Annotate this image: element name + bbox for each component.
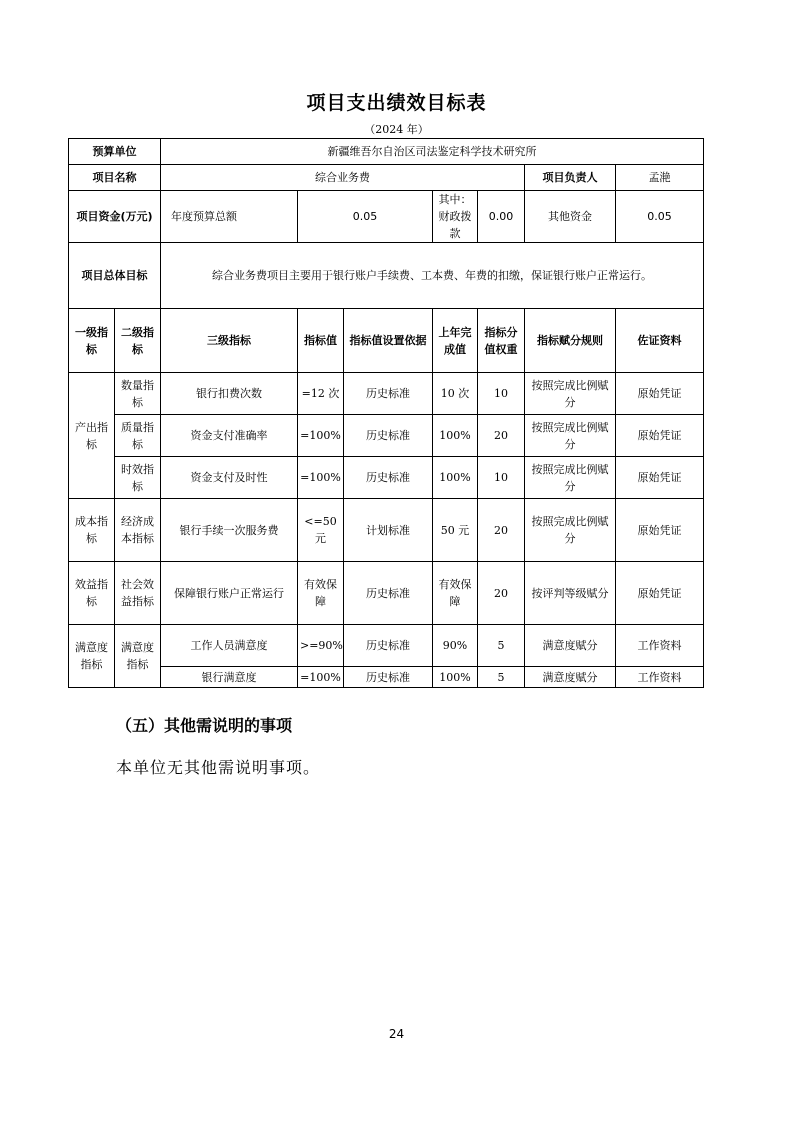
row-l3: 资金支付及时性: [161, 457, 298, 499]
row-rule: 按照完成比例赋分: [525, 373, 616, 415]
header-rule: 指标赋分规则: [525, 309, 616, 373]
group-cost: 成本指标: [69, 499, 115, 562]
table-row: [69, 667, 704, 688]
project-funds-row: [69, 191, 704, 243]
table-row: [69, 499, 704, 562]
table-row: [69, 457, 704, 499]
row-prev: 100%: [433, 415, 478, 457]
row-basis: 历史标准: [344, 625, 433, 667]
row-value: <=50元: [298, 499, 344, 562]
budget-unit-row: [69, 139, 704, 165]
table-row: [69, 373, 704, 415]
row-weight: 10: [478, 457, 525, 499]
row-l2: 社会效益指标: [115, 562, 161, 625]
header-l3: 三级指标: [161, 309, 298, 373]
group-benefit: 效益指标: [69, 562, 115, 625]
row-l2: 时效指标: [115, 457, 161, 499]
row-basis: 历史标准: [344, 415, 433, 457]
page-title: 项目支出绩效目标表: [306, 92, 487, 114]
header-evidence: 佐证资料: [616, 309, 704, 373]
row-rule: 满意度赋分: [525, 667, 616, 688]
annual-budget-value: 0.05: [298, 191, 433, 243]
other-funds-value: 0.05: [616, 191, 704, 243]
project-name-value: 综合业务费: [161, 165, 525, 191]
row-l3: 银行手续一次服务费: [161, 499, 298, 562]
project-name-row: [69, 165, 704, 191]
row-weight: 20: [478, 499, 525, 562]
row-prev: 100%: [433, 667, 478, 688]
project-name-label: 项目名称: [69, 165, 161, 191]
row-value: 有效保障: [298, 562, 344, 625]
row-rule: 按评判等级赋分: [525, 562, 616, 625]
header-l2: 二级指标: [115, 309, 161, 373]
row-weight: 10: [478, 373, 525, 415]
row-value: =100%: [298, 667, 344, 688]
row-evidence: 工作资料: [616, 667, 704, 688]
header-value: 指标值: [298, 309, 344, 373]
row-rule: 按照完成比例赋分: [525, 415, 616, 457]
header-basis: 指标值设置依据: [344, 309, 433, 373]
fiscal-alloc-value: 0.00: [478, 191, 525, 243]
row-rule: 按照完成比例赋分: [525, 457, 616, 499]
row-basis: 历史标准: [344, 562, 433, 625]
row-prev: 100%: [433, 457, 478, 499]
group-satisfaction: 满意度指标: [69, 625, 115, 688]
row-prev: 90%: [433, 625, 478, 667]
header-prev: 上年完成值: [433, 309, 478, 373]
annual-budget-label: 年度预算总额: [161, 191, 298, 243]
other-funds-label: 其他资金: [525, 191, 616, 243]
row-weight: 20: [478, 415, 525, 457]
header-weight: 指标分值权重: [478, 309, 525, 373]
row-prev: 10 次: [433, 373, 478, 415]
row-l2: 满意度指标: [115, 625, 161, 688]
row-rule: 满意度赋分: [525, 625, 616, 667]
row-evidence: 原始凭证: [616, 499, 704, 562]
row-value: =100%: [298, 415, 344, 457]
row-basis: 计划标准: [344, 499, 433, 562]
row-value: =100%: [298, 457, 344, 499]
row-basis: 历史标准: [344, 373, 433, 415]
row-l2: 数量指标: [115, 373, 161, 415]
page-number: 24: [388, 1027, 405, 1041]
project-funds-label: 项目资金(万元): [69, 191, 161, 243]
row-rule: 按照完成比例赋分: [525, 499, 616, 562]
row-l3: 工作人员满意度: [161, 625, 298, 667]
budget-unit-label: 预算单位: [69, 139, 161, 165]
header-l1: 一级指标: [69, 309, 115, 373]
table-row: [69, 415, 704, 457]
row-weight: 5: [478, 625, 525, 667]
row-weight: 20: [478, 562, 525, 625]
row-weight: 5: [478, 667, 525, 688]
row-value: =12 次: [298, 373, 344, 415]
table-row: [69, 625, 704, 667]
row-evidence: 原始凭证: [616, 457, 704, 499]
row-evidence: 原始凭证: [616, 415, 704, 457]
project-leader-value: 孟滟: [616, 165, 704, 191]
overall-goal-row: [69, 243, 704, 309]
year-label: （2024 年）: [364, 123, 429, 136]
indicator-header-row: [69, 309, 704, 373]
project-leader-label: 项目负责人: [525, 165, 616, 191]
row-evidence: 原始凭证: [616, 373, 704, 415]
section-text: 本单位无其他需说明事项。: [116, 758, 321, 777]
overall-goal-label: 项目总体目标: [69, 243, 161, 309]
row-l3: 银行满意度: [161, 667, 298, 688]
fiscal-alloc-label: 其中：财政拨款: [433, 191, 478, 243]
row-l2: 质量指标: [115, 415, 161, 457]
row-prev: 50 元: [433, 499, 478, 562]
row-value: >=90%: [298, 625, 344, 667]
budget-unit-value: 新疆维吾尔自治区司法鉴定科学技术研究所: [161, 139, 704, 165]
row-basis: 历史标准: [344, 457, 433, 499]
performance-table: [68, 138, 704, 688]
row-evidence: 工作资料: [616, 625, 704, 667]
row-evidence: 原始凭证: [616, 562, 704, 625]
table-row: [69, 562, 704, 625]
section-heading: （五）其他需说明的事项: [116, 716, 293, 735]
overall-goal-value: 综合业务费项目主要用于银行账户手续费、工本费、年费的扣缴，保证银行账户正常运行。: [161, 243, 704, 309]
row-basis: 历史标准: [344, 667, 433, 688]
row-l2: 经济成本指标: [115, 499, 161, 562]
group-output: 产出指标: [69, 373, 115, 499]
row-l3: 资金支付准确率: [161, 415, 298, 457]
row-l3: 保障银行账户正常运行: [161, 562, 298, 625]
row-l3: 银行扣费次数: [161, 373, 298, 415]
row-prev: 有效保障: [433, 562, 478, 625]
